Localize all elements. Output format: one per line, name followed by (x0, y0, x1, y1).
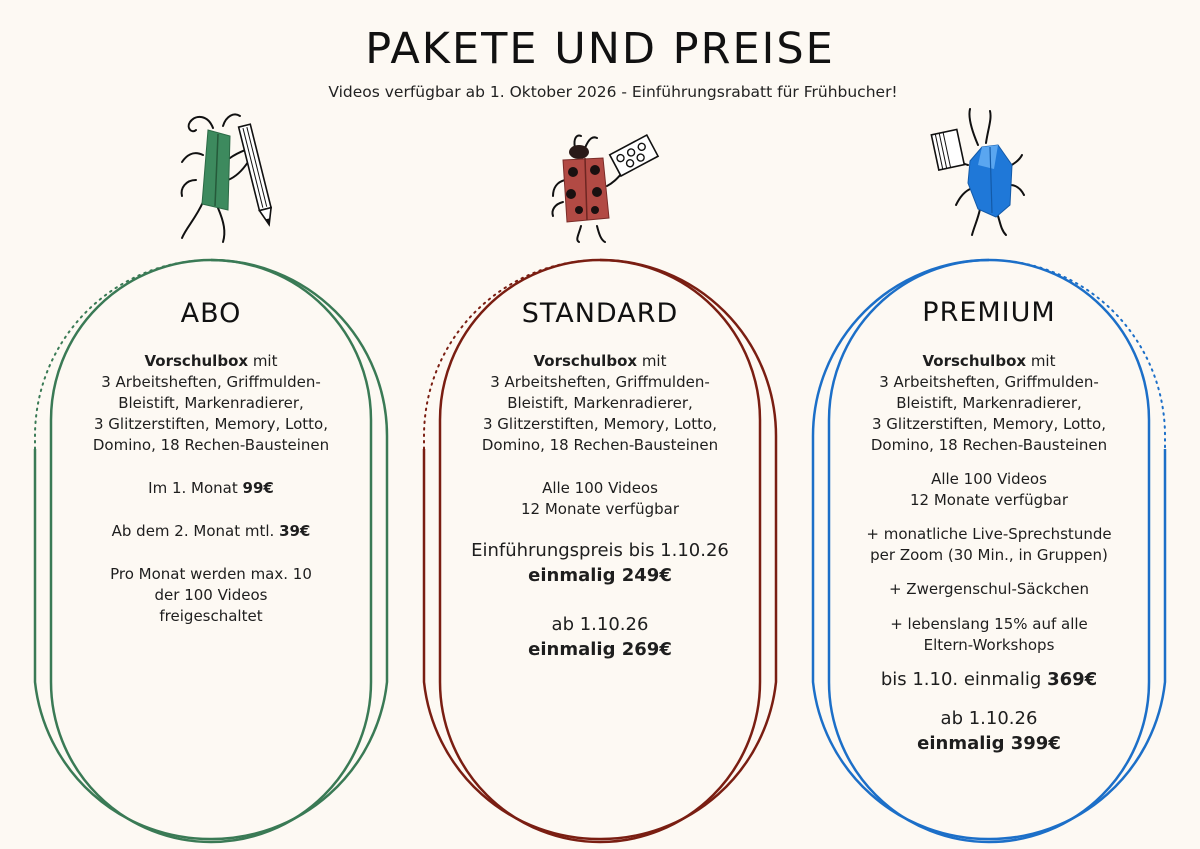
standard-videos-line: 12 Monate verfügbar (520, 500, 679, 518)
standard-intro-label: Einführungspreis bis 1.10.26 (471, 540, 729, 561)
premium-box-line: Bleistift, Markenradierer, (896, 394, 1082, 412)
abo-month2-price: 39€ (279, 522, 311, 540)
standard-card-content (450, 351, 750, 662)
premium-videos-line: Alle 100 Videos (931, 470, 1047, 488)
premium-title: PREMIUM (922, 297, 1056, 328)
abo-box-mit: mit (248, 352, 278, 370)
premium-box-line: 3 Glitzerstiften, Memory, Lotto, (872, 415, 1106, 433)
blue-beetle-with-book-icon (928, 105, 1038, 245)
abo-title: ABO (180, 298, 242, 329)
premium-early-price (839, 667, 1139, 692)
premium-early-price-value: 369€ (1047, 669, 1098, 690)
standard-intro-price (450, 563, 750, 588)
abo-note-line: Pro Monat werden max. 10 (110, 565, 312, 583)
standard-later-label: ab 1.10.26 (551, 614, 649, 635)
premium-later-price-value: einmalig 399€ (917, 733, 1061, 754)
premium-extra3-line: Eltern-Workshops (923, 636, 1055, 654)
page-subtitle: Videos verfügbar ab 1. Oktober 2026 - Einführungsrabatt für Frühbucher! (328, 83, 898, 101)
abo-box-line: 3 Glitzerstiften, Memory, Lotto, (94, 415, 328, 433)
abo-month1-price: 99€ (242, 479, 274, 497)
abo-box-bold: Vorschulbox (144, 352, 249, 370)
standard-box-line: 3 Glitzerstiften, Memory, Lotto, (483, 415, 717, 433)
standard-box-heading (450, 351, 750, 372)
premium-early-label: bis 1.10. einmalig (880, 669, 1048, 690)
premium-extra1-line: per Zoom (30 Min., in Gruppen) (870, 546, 1108, 564)
abo-card-content (61, 351, 361, 627)
premium-videos-line: 12 Monate verfügbar (909, 491, 1068, 509)
standard-box-mit: mit (637, 352, 667, 370)
abo-note-line: der 100 Videos (154, 586, 268, 604)
standard-title: STANDARD (521, 298, 679, 329)
premium-extra3-line: + lebenslang 15% auf alle (890, 615, 1088, 633)
green-beetle-with-pencil-icon (168, 110, 278, 250)
ladybug-with-lego-brick-icon (545, 130, 665, 245)
premium-extra1-line: + monatliche Live-Sprechstunde (866, 525, 1112, 543)
premium-later-price (839, 731, 1139, 756)
premium-box-heading (839, 351, 1139, 372)
page-title: PAKETE UND PREISE (365, 24, 835, 74)
abo-box-line: Domino, 18 Rechen-Bausteinen (92, 436, 330, 454)
premium-later-label: ab 1.10.26 (940, 708, 1038, 729)
standard-later-price-value: einmalig 269€ (528, 639, 672, 660)
standard-box-bold: Vorschulbox (533, 352, 638, 370)
standard-videos-line: Alle 100 Videos (542, 479, 658, 497)
abo-box-heading (61, 351, 361, 372)
premium-box-mit: mit (1026, 352, 1056, 370)
abo-month1-label: Im 1. Monat (148, 479, 243, 497)
standard-box-line: 3 Arbeitsheften, Griffmulden- (490, 373, 710, 391)
standard-intro-price-value: einmalig 249€ (528, 565, 672, 586)
abo-month1 (61, 478, 361, 499)
abo-note-line: freigeschaltet (159, 607, 263, 625)
premium-box-line: 3 Arbeitsheften, Griffmulden- (879, 373, 1099, 391)
premium-box-bold: Vorschulbox (922, 352, 1027, 370)
standard-later-price (450, 637, 750, 662)
premium-extra2: + Zwergenschul-Säckchen (888, 580, 1090, 598)
abo-month2 (61, 521, 361, 542)
abo-box-line: 3 Arbeitsheften, Griffmulden- (101, 373, 321, 391)
premium-card-content (839, 351, 1139, 756)
standard-box-line: Domino, 18 Rechen-Bausteinen (481, 436, 719, 454)
premium-box-line: Domino, 18 Rechen-Bausteinen (870, 436, 1108, 454)
abo-box-line: Bleistift, Markenradierer, (118, 394, 304, 412)
abo-month2-label: Ab dem 2. Monat mtl. (111, 522, 280, 540)
standard-box-line: Bleistift, Markenradierer, (507, 394, 693, 412)
